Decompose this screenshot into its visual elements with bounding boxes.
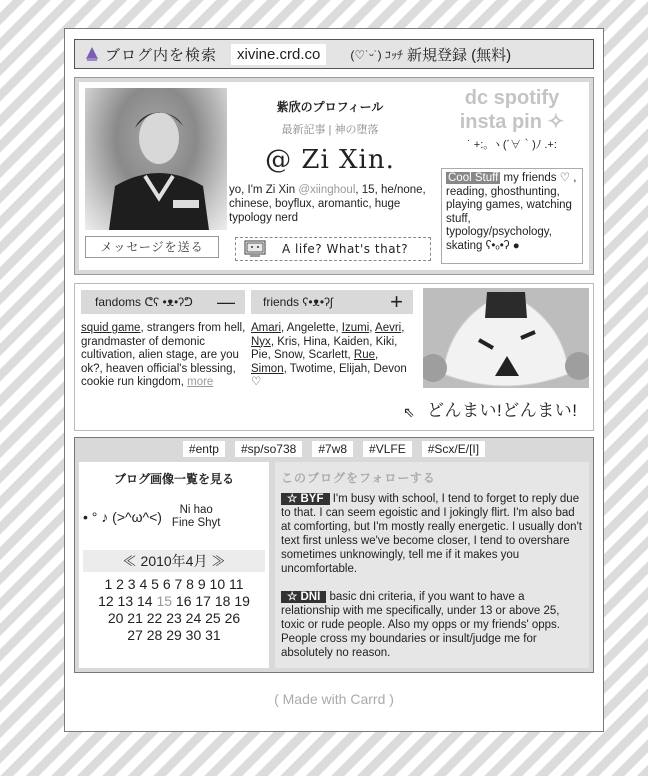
nihao-text	[172, 504, 221, 530]
fandoms-text: , strangers from hell, grandmaster of demonic cultivation, alien stage, are you ok?, heaven official's blessing, cookie run kingdom,	[81, 322, 246, 388]
tag[interactable]: #7w8	[312, 441, 353, 457]
bio-handle[interactable]: @xiinghoul	[298, 184, 356, 196]
top-bar	[74, 39, 594, 69]
left-column	[79, 462, 269, 668]
person-silhouette-icon	[85, 88, 227, 230]
cool-stuff-text: my friends ♡ , reading, ghosthunting, playing games, watching stuff, typology/psychology, skating ʕ•ₒ•ʔ	[446, 172, 577, 252]
onigiri-icon	[423, 288, 589, 388]
cool-stuff-tag: Cool Stuff	[448, 172, 499, 184]
expand-icon[interactable]: +	[390, 289, 403, 314]
profile-section	[74, 77, 594, 275]
cool-stuff-box	[441, 168, 583, 264]
profile-info	[229, 98, 431, 225]
nihao-line-1: Ni hao	[179, 504, 213, 516]
fandoms-list	[81, 322, 247, 390]
fandoms-header[interactable]	[81, 290, 245, 314]
byf-block	[281, 492, 583, 576]
friends-text: ,	[401, 322, 405, 334]
search-blog-label: ブログ内を検索	[105, 46, 218, 64]
calendar-row: 27 28 29 30 31	[127, 627, 221, 643]
site-url[interactable]: xivine.crd.co	[231, 44, 326, 65]
calendar-row-part: 16 17 18 19	[172, 593, 250, 609]
friend-link[interactable]: Rue	[353, 349, 376, 361]
friends-title: friends ʕ•ᴥ•ʔʃ	[263, 295, 333, 309]
profile-bio	[229, 183, 431, 225]
made-with-carrd[interactable]: ( Made with Carrd )	[274, 691, 394, 707]
page	[64, 28, 604, 732]
register-link[interactable]: 新規登録 (無料)	[407, 46, 512, 64]
search-blog-link[interactable]	[85, 44, 217, 65]
right-column	[275, 462, 589, 668]
friends-header[interactable]	[251, 290, 413, 314]
friends-text: , Angelette,	[281, 322, 342, 334]
calendar-days	[83, 576, 265, 644]
dni-text: basic dni criteria, if you want to have a relationship with me specifically, under 13 or above 25, toxic or rude people. Also my opps or my friends' opps. People cross my boundaries or insult/judge me for absolutely no reason.	[281, 591, 560, 659]
friends-list	[251, 322, 411, 390]
calendar-row-part: 12 13 14	[98, 593, 157, 609]
friends-text: , Twotime, Elijah, Devon ♡	[251, 362, 407, 388]
social-links	[439, 86, 585, 152]
fandoms-title: fandoms ᕦʕ •ᴥ•ʔᕤ	[95, 295, 193, 309]
speech-bubble-icon: ●	[512, 239, 520, 252]
computer-icon	[244, 240, 266, 258]
face-kaomoji: (♡˙ᵕ˙) ｺｯﾁ	[350, 47, 403, 62]
social-line-2[interactable]: insta pin ✧	[459, 111, 565, 133]
more-link[interactable]: more	[187, 376, 214, 388]
alife-box	[235, 237, 431, 261]
friends-text: ,	[375, 349, 379, 361]
nihao-line-2: Fine Shyt	[171, 517, 221, 529]
byf-label: ☆ BYF	[281, 493, 330, 505]
kaomoji-line: ˙ +:｡ ヽ(´∀｀)ﾉ .+:	[467, 139, 557, 151]
profile-name: @ Zi Xin.	[265, 145, 395, 175]
friends-text: , Kris, Hina, Kaiden, Kiki, Pie, Snow, Scarlett,	[251, 335, 398, 361]
friend-link[interactable]: Simon	[251, 362, 284, 375]
byf-text: I'm busy with school, I tend to forget to reply due to that. I can seem egoistic and I jokingly flirt. I'm also bad at comforting, but I'm mostly really energetic. I usually don't text first unless we've become closer, I tend to overshare sometimes unknowingly, tell me if it makes you uncomfortable.	[281, 493, 582, 575]
dni-label: ☆ DNI	[281, 591, 326, 603]
profile-title: 紫欣のプロフィール	[276, 100, 384, 114]
nihao-block	[83, 504, 267, 530]
tag[interactable]: #Scx/E/[I]	[422, 441, 485, 457]
tag[interactable]: #entp	[183, 441, 225, 457]
onigiri-image	[423, 288, 589, 388]
follow-link[interactable]: このブログをフォローする	[281, 471, 436, 485]
calendar-row	[83, 593, 265, 610]
collapse-icon[interactable]: —	[217, 291, 235, 312]
calendar-today[interactable]: 15	[156, 593, 173, 609]
tag[interactable]: #sp/so738	[235, 441, 302, 457]
tag[interactable]: #VLFE	[363, 441, 412, 457]
calendar-row: 20 21 22 23 24 25 26	[107, 610, 241, 626]
bio-suffix: , 15, he/none, chinese, boyflux, aromantic, huge typology nerd	[229, 184, 426, 224]
gallery-link[interactable]: ブログ画像一覧を見る	[113, 472, 234, 486]
friend-link[interactable]: Nyx	[251, 335, 271, 348]
friend-link[interactable]: Aevri	[375, 322, 402, 334]
cursor-icon: ⇖	[403, 404, 415, 420]
nihao-kaomoji: • ° ♪ (>^ω^<)	[83, 509, 162, 525]
profile-photo	[85, 88, 227, 230]
profile-links[interactable]: 最新記事 | 神の堕落	[281, 124, 379, 136]
calendar-month[interactable]: ≪ 2010年4月 ≫	[83, 550, 265, 572]
friends-text: ,	[369, 322, 376, 334]
dni-block	[281, 590, 583, 660]
friend-link[interactable]: Izumi	[341, 322, 370, 334]
alife-text: A life? What's that?	[282, 242, 409, 256]
friend-link[interactable]: Amari	[251, 322, 282, 334]
bio-prefix: yo, I'm Zi Xin	[229, 184, 296, 196]
fandoms-friends-section	[74, 283, 594, 431]
fandom-squid-game[interactable]: squid game	[81, 322, 141, 334]
tag-row	[75, 442, 593, 456]
calendar-row: 1 2 3 4 5 6 7 8 9 10 11	[104, 576, 244, 592]
social-line-1[interactable]: dc spotify	[464, 87, 560, 109]
send-message-button[interactable]: メッセージを送る	[85, 236, 219, 258]
home-icon	[85, 46, 99, 62]
donmai-caption: どんまい!どんまい!	[427, 401, 578, 420]
bottom-section	[74, 437, 594, 673]
